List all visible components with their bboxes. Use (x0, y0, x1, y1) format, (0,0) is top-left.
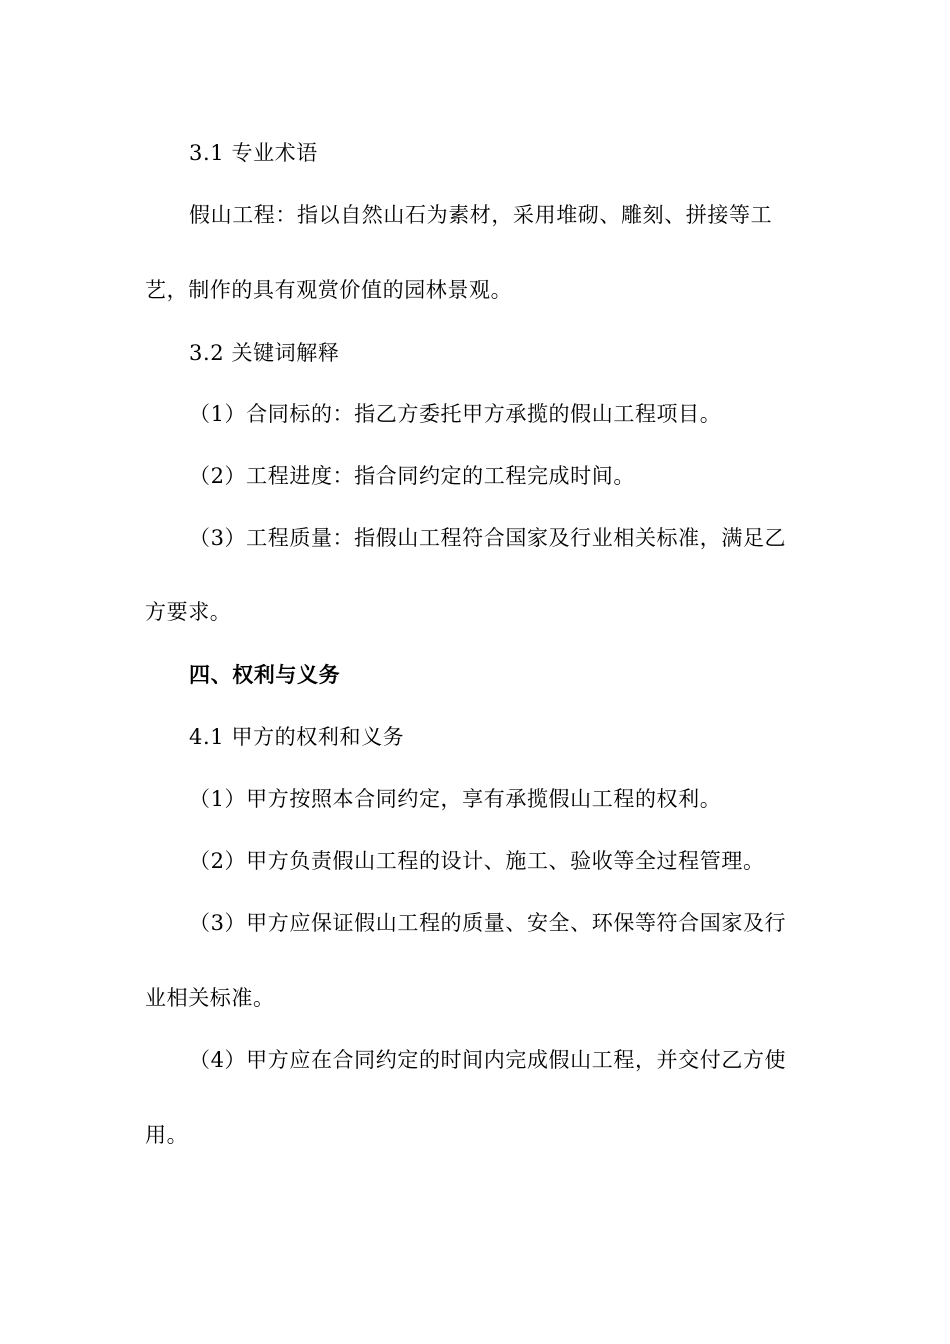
section-4-heading: 四、权利与义务 (189, 663, 341, 687)
section-4-1-heading: 4.1 甲方的权利和义务 (189, 725, 405, 749)
list-item-4-1-3-line-2: 业相关标准。 (145, 986, 275, 1010)
list-item-4-1-2: （2）甲方负责假山工程的设计、施工、验收等全过程管理。 (189, 849, 765, 873)
paragraph-3-1-line-2: 艺，制作的具有观赏价值的园林景观。 (145, 278, 513, 302)
section-3-1-heading: 3.1 专业术语 (189, 141, 318, 165)
list-item-4-1-4-line-1: （4）甲方应在合同约定的时间内完成假山工程，并交付乙方使 (189, 1048, 787, 1072)
paragraph-3-1-line-1: 假山工程：指以自然山石为素材，采用堆砌、雕刻、拼接等工 (189, 203, 773, 227)
list-item-3-2-1: （1）合同标的：指乙方委托甲方承揽的假山工程项目。 (189, 402, 722, 426)
list-item-4-1-3-line-1: （3）甲方应保证假山工程的质量、安全、环保等符合国家及行 (189, 911, 787, 935)
section-3-2-heading: 3.2 关键词解释 (189, 341, 340, 365)
list-item-3-2-3-line-2: 方要求。 (145, 600, 232, 624)
list-item-3-2-3-line-1: （3）工程质量：指假山工程符合国家及行业相关标准，满足乙 (189, 526, 787, 550)
list-item-4-1-4-line-2: 用。 (145, 1123, 189, 1147)
list-item-3-2-2: （2）工程进度：指合同约定的工程完成时间。 (189, 464, 635, 488)
list-item-4-1-1: （1）甲方按照本合同约定，享有承揽假山工程的权利。 (189, 787, 722, 811)
